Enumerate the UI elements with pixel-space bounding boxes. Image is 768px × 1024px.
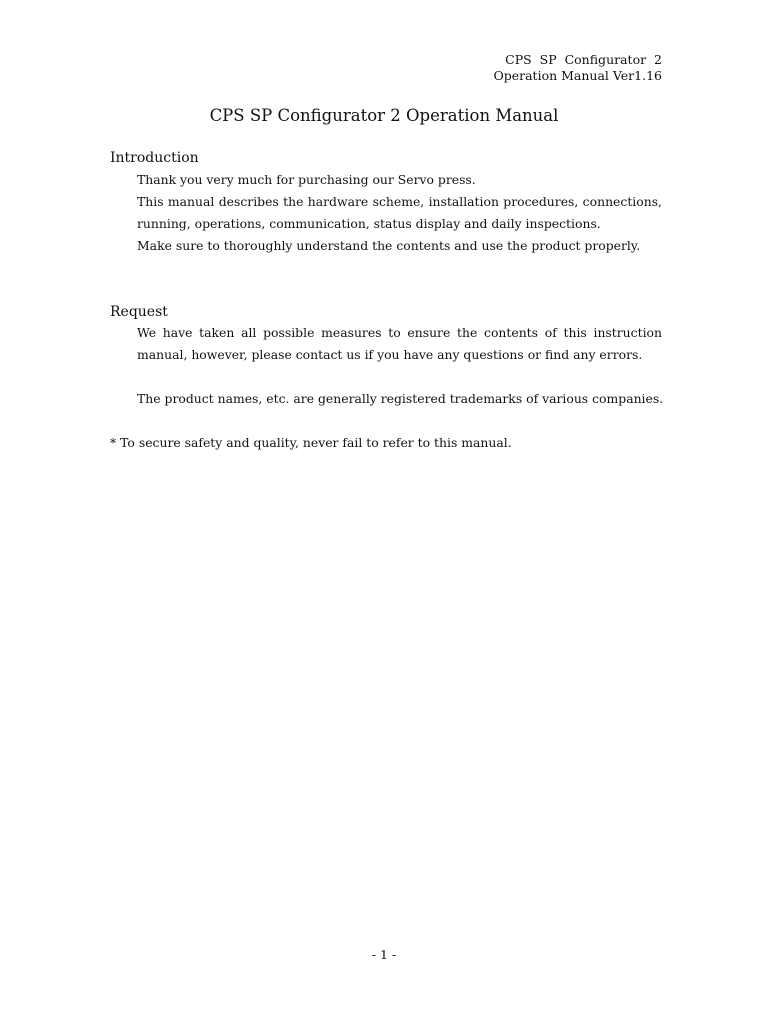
introduction-line-4: Make sure to thoroughly understand the contents and use the product properly. — [137, 238, 641, 253]
page-number: - 1 - — [371, 947, 397, 962]
request-heading: Request — [110, 304, 168, 320]
introduction-line-1: Thank you very much for purchasing our Servo press. — [137, 172, 476, 187]
request-paragraph-2 — [137, 388, 662, 410]
introduction-line-2: This manual describes the hardware scheme, installation procedures, connections, — [137, 194, 662, 209]
header-version: Operation Manual Ver1.16 — [493, 68, 662, 83]
request-line-1: We have taken all possible measures to ensure the contents of this instruction — [137, 325, 662, 340]
introduction-paragraph — [137, 169, 662, 257]
page-header — [493, 52, 662, 84]
introduction-line-3: running, operations, communication, status display and daily inspections. — [137, 216, 601, 231]
document-title: CPS SP Configurator 2 Operation Manual — [209, 106, 559, 125]
trademark-line: The product names, etc. are generally registered trademarks of various companies. — [137, 391, 664, 406]
header-product-name: CPS SP Configurator 2 — [505, 52, 662, 67]
request-line-2: manual, however, please contact us if you have any questions or find any errors. — [137, 347, 643, 362]
safety-note: * To secure safety and quality, never fail to refer to this manual. — [110, 435, 512, 450]
introduction-heading: Introduction — [110, 150, 199, 166]
request-paragraph-1 — [137, 322, 662, 366]
